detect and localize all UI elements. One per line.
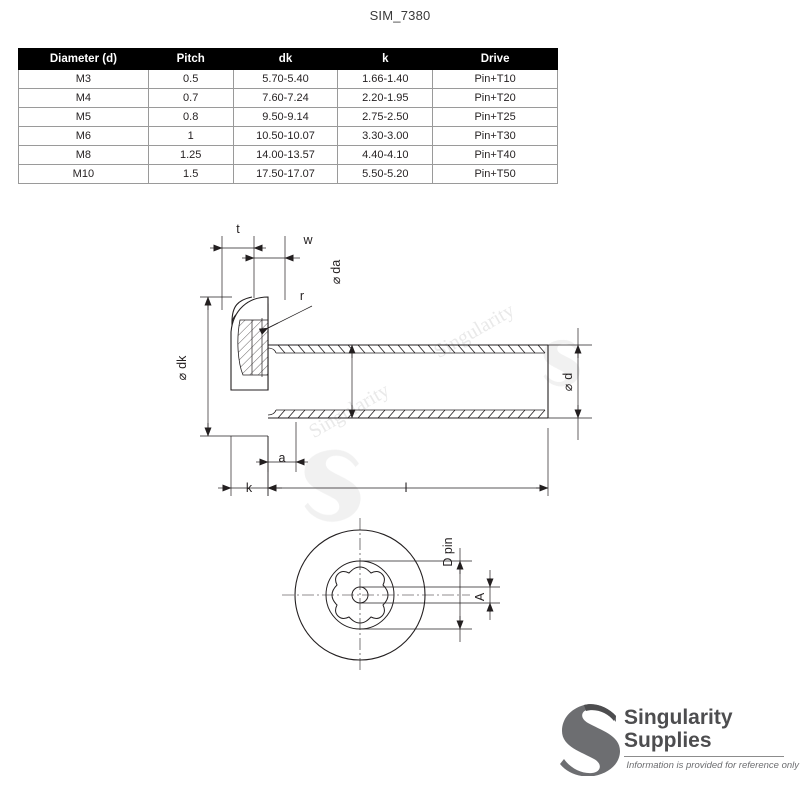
table-cell: 4.40-4.10 [338, 146, 433, 165]
table-cell: 1.66-1.40 [338, 70, 433, 89]
screw-technical-drawing [0, 200, 800, 670]
table-cell: 1.25 [148, 146, 233, 165]
label-a: a [278, 451, 286, 465]
logo-disclaimer: Information is provided for reference only [626, 760, 799, 771]
table-cell: 5.70-5.40 [233, 70, 338, 89]
table-cell: Pin+T30 [433, 127, 558, 146]
table-cell: 9.50-9.14 [233, 108, 338, 127]
table-cell: M10 [19, 165, 149, 184]
label-r: r [299, 289, 305, 303]
table-row [19, 108, 558, 127]
table-cell: 17.50-17.07 [233, 165, 338, 184]
table-cell: M5 [19, 108, 149, 127]
label-l: l [404, 481, 408, 495]
table-cell: Pin+T10 [433, 70, 558, 89]
specification-table [18, 48, 558, 184]
table-row [19, 127, 558, 146]
label-k: k [245, 481, 253, 495]
table-cell: 1 [148, 127, 233, 146]
logo-wordmark [624, 706, 733, 752]
label-dpin: D pin [441, 537, 455, 567]
table-cell: Pin+T20 [433, 89, 558, 108]
table-row [19, 89, 558, 108]
table-cell: M3 [19, 70, 149, 89]
label-t: t [236, 222, 240, 236]
table-cell: M6 [19, 127, 149, 146]
table-cell: Pin+T25 [433, 108, 558, 127]
table-cell: 0.7 [148, 89, 233, 108]
table-cell: 10.50-10.07 [233, 127, 338, 146]
table-cell: M4 [19, 89, 149, 108]
label-da: ⌀da [329, 259, 343, 285]
table-cell: 0.8 [148, 108, 233, 127]
table-cell: 7.60-7.24 [233, 89, 338, 108]
end-view [282, 518, 500, 670]
table-header-cell: dk [233, 49, 338, 70]
table-cell: 1.5 [148, 165, 233, 184]
table-row [19, 165, 558, 184]
table-header-cell: Drive [433, 49, 558, 70]
watermark-text: Singularity [430, 299, 519, 363]
logo-line-1: Singularity [624, 706, 733, 729]
logo-s-mark [560, 702, 630, 776]
table-cell: Pin+T40 [433, 146, 558, 165]
side-view [231, 297, 548, 418]
label-A: A [473, 592, 487, 602]
table-header-cell: Diameter (d) [19, 49, 149, 70]
table-cell: 14.00-13.57 [233, 146, 338, 165]
page-title: SIM_7380 [369, 8, 431, 23]
table-cell: 3.30-3.00 [338, 127, 433, 146]
table-cell: 0.5 [148, 70, 233, 89]
table-cell: 2.75-2.50 [338, 108, 433, 127]
company-logo [560, 700, 799, 785]
watermark-logo-mark [305, 340, 580, 522]
table-row [19, 70, 558, 89]
watermark-text: Singularity [305, 379, 394, 443]
table-cell: Pin+T50 [433, 165, 558, 184]
label-w: w [303, 233, 313, 247]
table-cell: M8 [19, 146, 149, 165]
table-row [19, 146, 558, 165]
logo-line-2: Supplies [624, 729, 712, 752]
table-header-cell: Pitch [148, 49, 233, 70]
table-header-row [19, 49, 558, 70]
logo-divider [624, 756, 784, 757]
label-d: ⌀d [561, 372, 575, 392]
table-header-cell: k [338, 49, 433, 70]
table-cell: 5.50-5.20 [338, 165, 433, 184]
table-cell: 2.20-1.95 [338, 89, 433, 108]
label-dk: ⌀dk [175, 355, 189, 381]
